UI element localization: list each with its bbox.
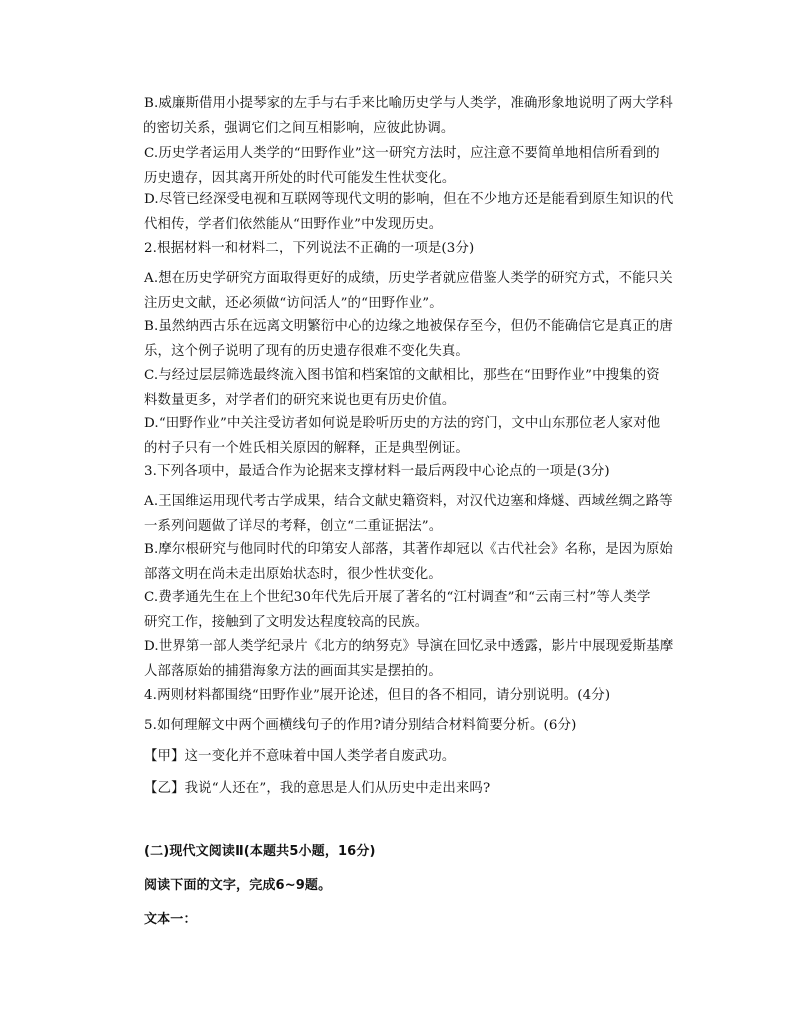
q1-option-d xyxy=(144,187,676,237)
q1-option-c xyxy=(144,141,676,191)
q3-option-c xyxy=(144,585,676,635)
text-one-label xyxy=(144,907,676,932)
section-instruction xyxy=(144,873,676,898)
instruction-text: 阅读下面的文字，完成6~9题。 xyxy=(144,878,332,893)
q2-option-c xyxy=(144,363,676,413)
text-line: 历史遗存，因其离开所处的时代可能发生性状变化。 xyxy=(144,171,456,186)
q2-option-a xyxy=(144,266,676,316)
text-line: D.世界第一部人类学纪录片《北方的纳努克》导演在回忆录中透露，影片中展现爱斯基摩 xyxy=(144,639,674,654)
label-text: 文本一： xyxy=(144,912,197,927)
q5-stem xyxy=(144,713,676,738)
q2-stem xyxy=(144,236,676,261)
text-line: 注历史文献，还必须做“访问活人”的“田野作业”。 xyxy=(144,296,443,311)
q4-stem xyxy=(144,683,676,708)
text-line: 一系列问题做了详尽的考释，创立“二重证据法”。 xyxy=(144,519,443,534)
q3-option-d xyxy=(144,634,676,684)
text-line: 【甲】这一变化并不意味着中国人类学者自废武功。 xyxy=(144,749,456,764)
text-line: 的村子只有一个姓氏相关原因的解释，正是典型例证。 xyxy=(144,441,469,456)
q2-option-b xyxy=(144,314,676,364)
text-line: A.王国维运用现代考古学成果，结合文献史籍资料，对汉代边塞和烽燧、西域丝绸之路等 xyxy=(144,494,673,509)
q3-option-a xyxy=(144,489,676,539)
q1-option-b xyxy=(144,91,676,141)
text-line: 5.如何理解文中两个画横线句子的作用?请分别结合材料简要分析。(6分) xyxy=(144,718,577,733)
text-line: A.想在历史学研究方面取得更好的成绩，历史学者就应借鉴人类学的研究方式，不能只关 xyxy=(144,271,673,286)
text-line: 研究工作，接触到了文明发达程度较高的民族。 xyxy=(144,615,429,630)
text-line: C.与经过层层筛选最终流入图书馆和档案馆的文献相比，那些在“田野作业”中搜集的资 xyxy=(144,368,660,383)
q3-option-b xyxy=(144,537,676,587)
text-line: 部落文明在尚未走出原始状态时，很少性状变化。 xyxy=(144,567,442,582)
text-line: C.历史学者运用人类学的“田野作业”这一研究方法时，应注意不要简单地相信所看到的 xyxy=(144,146,660,161)
text-line: 代相传，学者们依然能从“田野作业”中发现历史。 xyxy=(144,217,443,232)
text-line: B.虽然纳西古乐在远离文明繁衍中心的边缘之地被保存至今，但仍不能确信它是真正的唐 xyxy=(144,319,673,334)
text-line: B.摩尔根研究与他同时代的印第安人部落，其著作却冠以《古代社会》名称，是因为原始 xyxy=(144,542,673,557)
text-line: 人部落原始的捕猎海象方法的画面其实是摆拍的。 xyxy=(144,664,442,679)
heading: (二)现代文阅读Ⅱ(本题共5小题，16分) xyxy=(144,844,376,859)
text-line: D.“田野作业”中关注受访者如何说是聆听历史的方法的窍门，文中山东那位老人家对他 xyxy=(144,416,661,431)
text-line: C.费孝通先生在上个世纪30年代先后开展了著名的“江村调查”和“云南三村”等人类学 xyxy=(144,590,651,605)
q3-stem xyxy=(144,459,676,484)
text-line: 的密切关系，强调它们之间互相影响，应彼此协调。 xyxy=(143,121,455,136)
text-line: 2.根据材料一和材料二，下列说法不正确的一项是(3分) xyxy=(144,241,475,256)
text-line: 料数量更多，对学者们的研究来说也更有历史价值。 xyxy=(144,393,456,408)
q5-sentence-jia xyxy=(144,744,676,769)
text-line: 4.两则材料都围绕“田野作业”展开论述，但目的各不相同，请分别说明。(4分) xyxy=(144,688,611,703)
text-line: B.威廉斯借用小提琴家的左手与右手来比喻历史学与人类学，准确形象地说明了两大学科 xyxy=(144,96,673,111)
text-line: 【乙】我说“人还在”，我的意思是人们从历史中走出来吗? xyxy=(144,781,491,796)
text-line: 乐，这个例子说明了现有的历史遗存很难不变化失真。 xyxy=(144,344,469,359)
text-line: D.尽管已经深受电视和互联网等现代文明的影响，但在不少地方还是能看到原生知识的代 xyxy=(144,192,674,207)
text-line: 3.下列各项中，最适合作为论据来支撑材料一最后两段中心论点的一项是(3分) xyxy=(144,464,610,479)
q5-sentence-yi xyxy=(144,776,676,801)
section-title xyxy=(144,839,676,864)
q2-option-d xyxy=(144,411,676,461)
